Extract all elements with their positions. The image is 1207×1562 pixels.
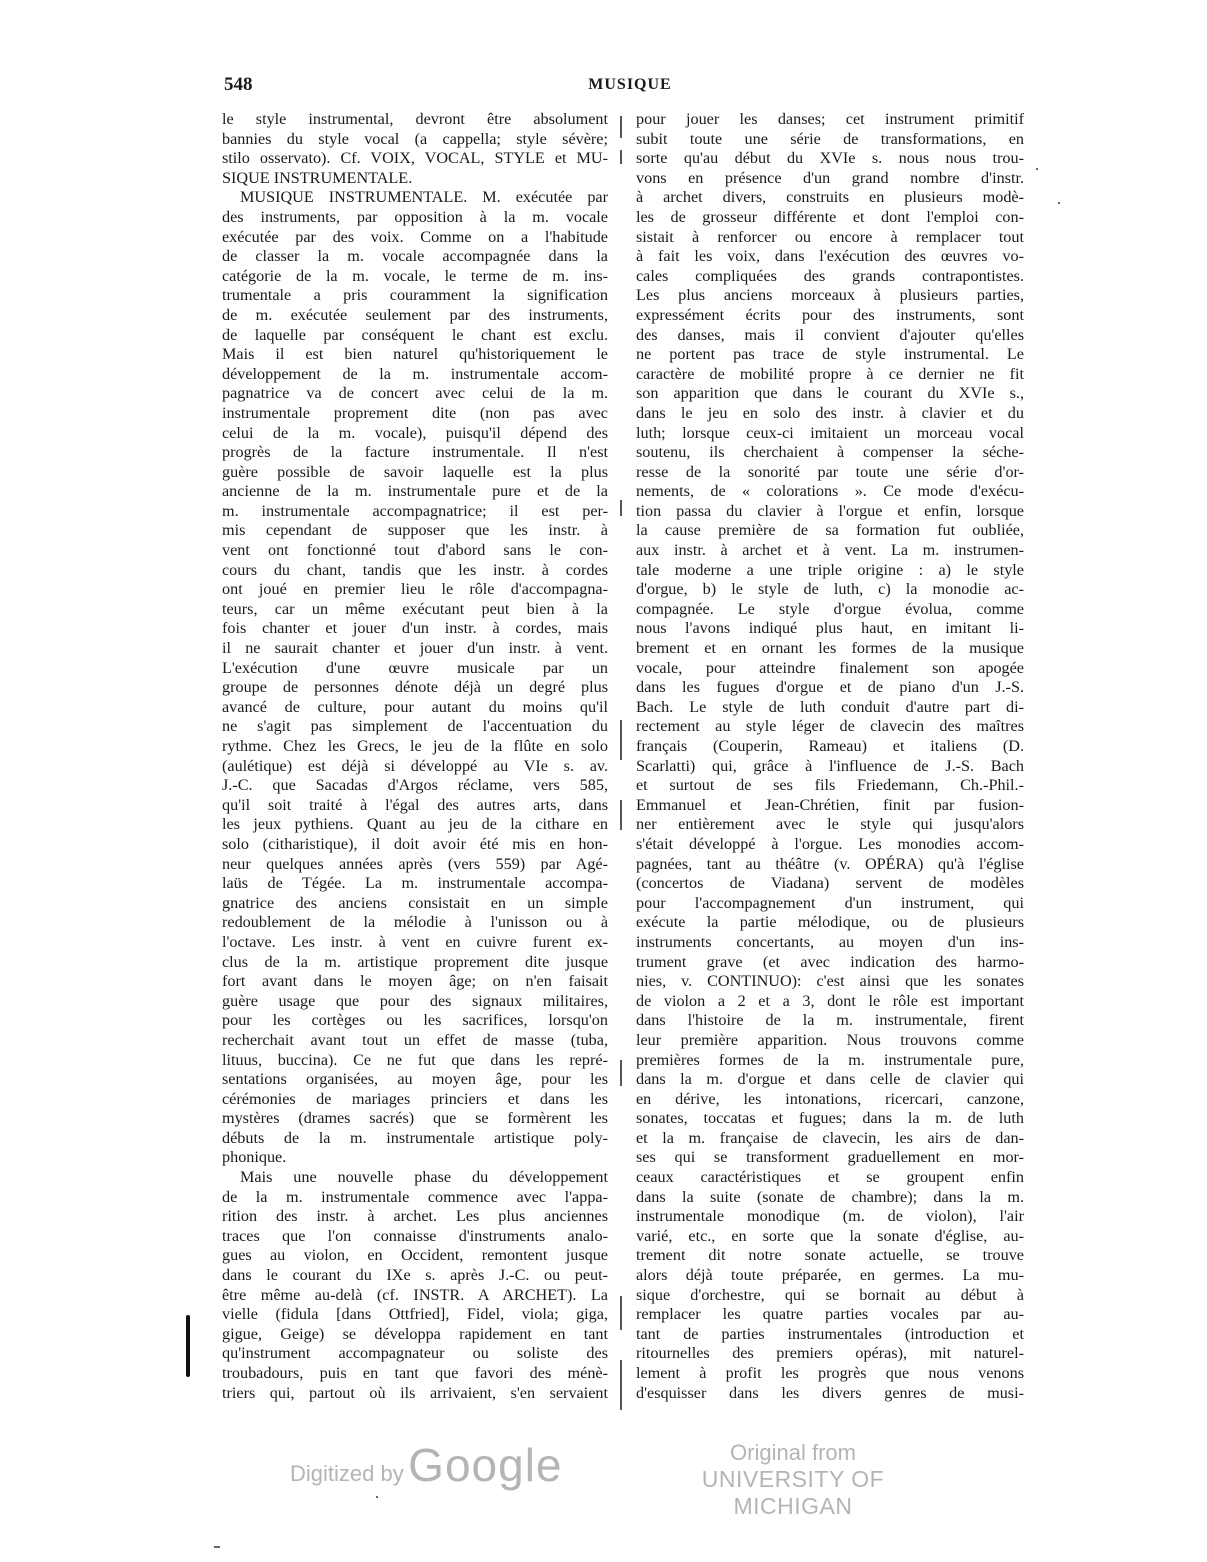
text-line: pour jouer les danses; cet instrument primitif [636,110,1024,128]
text-line: le style instrumental, devront être absolument [222,110,608,128]
text-line: soutenu, ils cherchaient à compenser la séche- [636,443,1024,462]
text-line: tant de parties instrumentales (introduction et [636,1324,1024,1343]
text-line: redoublement de la mélodie à l'unisson ou à [222,913,608,932]
text-line: recherchait avant tout un effet de masse (tuba, [222,1030,608,1049]
speck [1036,168,1038,170]
text-line: il ne saurait chanter et jouer d'un instr. à vent. [222,639,608,658]
text-line: ont joué en premier lieu le rôle d'accompagna- [222,580,608,599]
text-line: dans l'histoire de la m. instrumentale, firent [636,1011,1024,1030]
text-line: cales compliquées des grands contrapontistes. [636,266,1024,285]
margin-mark [186,1315,190,1377]
digitized-by-text: Digitized by [290,1461,404,1486]
column-gutter-rule [620,1360,622,1410]
text-line: mystères (drames sacrés) que se formèrent les [222,1109,608,1128]
text-line: fort avant dans le moyen âge; on n'en faisait [222,972,608,991]
text-line: pagnées, tant au théâtre (v. OPÉRA) qu'à l'église [636,854,1024,873]
text-line: et surtout de ses fils Friedemann, Ch.-Phil.- [636,776,1024,795]
text-line: dans les fugues d'orgue et de piano d'un J.-S. [636,678,1024,697]
footer-original [668,1440,918,1520]
text-line: sique d'orchestre, qui se bornait au début à [636,1285,1024,1304]
text-line: compagnée. Le style d'orgue évolua, comme [636,599,1024,618]
text-line: à fait les voix, dans l'exécution des œuvres vo- [636,247,1024,266]
speck [1058,202,1060,204]
text-line: bannies du style vocal (a cappella; style sévère; [222,129,608,148]
text-line: pour l'accompagnement d'un instrument, qui [636,893,1024,912]
text-line: L'exécution d'une œuvre musicale par un [222,658,608,677]
text-line: triers qui, partout où ils arrivaient, s'en servaient [222,1383,608,1402]
text-line: teurs, car un même exécutant peut bien à la [222,599,608,618]
text-line: subit toute une série de transformations, en [636,129,1024,148]
text-line: ses qui se transforment graduellement en mor- [636,1148,1024,1167]
text-line: nous l'avons indiqué plus haut, en imitant li- [636,619,1024,638]
text-line: guère usage que pour des signaux militaires, [222,991,608,1010]
text-line: Bach. Le style de luth conduit d'autre part di- [636,697,1024,716]
footer-digitized [290,1438,563,1492]
text-line: les jeux pythiens. Quant au jeu de la cithare en [222,815,608,834]
column-gutter-rule [620,720,622,760]
text-line: rectement au style léger de clavecin des maîtres [636,717,1024,736]
text-line: rythme. Chez les Grecs, le jeu de la flûte en solo [222,737,608,755]
text-line: et la m. française de clavecin, les airs de dan- [636,1128,1024,1147]
text-line: de violon a 2 et a 3, dont le rôle est important [636,991,1024,1010]
text-line: vent ont fonctionné tout d'abord sans le con- [222,541,608,560]
text-line: gnatrice des anciens consistait en un simple [222,893,608,912]
column-gutter-rule [620,116,622,138]
text-line: à archet divers, construits en plusieurs modè- [636,188,1024,207]
text-line: pour les cortèges ou les sacrifices, lorsqu'on [222,1011,608,1030]
text-line: clus de la m. artistique proprement dite jusque [222,952,608,971]
google-wordmark: Google [408,1439,563,1491]
text-line: ne s'agit pas simplement de l'accentuation du [222,717,608,736]
text-line: sonates, toccatas et fugues; dans la m. de luth [636,1109,1024,1128]
text-line: avancé de culture, pour autant du moins qu'il [222,697,608,716]
text-line: exécutée par des voix. Comme on a l'habitude [222,227,608,246]
text-line: varié, etc., en sorte que la sonate d'église, au- [636,1226,1024,1245]
text-line: (aulétique) est déjà si développé au VIe s. av. [222,756,608,775]
text-line: cérémonies de mariages princiers et dans les [222,1089,608,1108]
text-line: tale moderne a une triple origine : a) le style [636,560,1024,579]
original-from-text: Original from [730,1440,856,1465]
text-line: ceaux caractéristiques et se groupent enfin [636,1168,1024,1187]
text-line: débuts de la m. instrumentale artistique poly- [222,1128,608,1147]
text-line: la cause première de sa formation fut oubliée, [636,521,1024,540]
text-line: trument grave (et avec indication des harmo- [636,952,1024,971]
text-line: gues au violon, en Occident, remontent jusque [222,1246,608,1265]
text-line: dans le jeu en solo des instr. à clavier et du [636,403,1024,422]
text-line: d'orgue, b) le style de luth, c) la monodie ac- [636,580,1024,599]
text-line: pagnatrice va de concert avec celui de la m. [222,384,608,403]
text-line: ritournelles des premiers opéras), mit naturel- [636,1344,1024,1363]
text-line: tion passa du clavier à l'orgue et enfin, lorsque [636,501,1024,520]
text-line: Les plus anciens morceaux à plusieurs parties, [636,286,1024,305]
text-line: Mais il est bien naturel qu'historiquement le [222,345,608,364]
text-line: vocale, pour atteindre finalement son apogée [636,658,1024,677]
text-line: instruments concertants, au moyen d'un ins- [636,932,1024,951]
text-line: troubadours, puis en tant que favori des ménè- [222,1364,608,1382]
text-line: qu'instrument accompagnateur ou soliste des [222,1344,608,1363]
text-line: de m. exécutée seulement par des instruments, [222,305,608,324]
text-line: son apparition que dans le courant du XVIe s., [636,384,1024,403]
text-line: expressément écrits pour des instruments, sont [636,305,1024,324]
text-line: Mais une nouvelle phase du développement [240,1168,608,1187]
text-line: remplacer les quatre parties vocales par au- [636,1305,1024,1324]
text-line: stilo osservato). Cf. VOIX, VOCAL, STYLE et MU- [222,149,608,168]
text-line: SIQUE INSTRUMENTALE. [222,168,413,187]
text-line: de laquelle par conséquent le chant est exclu. [222,325,608,344]
text-line: nies, v. CONTINUO): c'est ainsi que les sonates [636,972,1024,991]
text-line: l'octave. Les instr. à vent en cuivre furent ex- [222,932,608,951]
column-gutter-rule [620,1060,622,1086]
text-line: vielle (fidula [dans Ottfried], Fidel, viola; giga, [222,1305,608,1324]
text-line: nements, de « colorations ». Ce mode d'exécu- [636,482,1024,501]
text-line: catégorie de la m. vocale, le terme de m. ins- [222,266,608,285]
text-line: rition des instr. à archet. Les plus anciennes [222,1207,608,1226]
column-gutter-rule [620,500,622,516]
text-line: être même au-delà (cf. INSTR. A ARCHET). La [222,1285,608,1304]
text-line: brement et en ornant les formes de la musique [636,639,1024,658]
text-line: français (Couperin, Rameau) et italiens (D. [636,737,1024,755]
left-column [222,110,608,1403]
text-line: phonique. [222,1148,287,1167]
speck [376,1496,378,1498]
text-line: dans la suite (sonate de chambre); dans la m. [636,1187,1024,1206]
text-line: sentations organisées, au moyen âge, pour les [222,1070,608,1089]
text-line: guère possible de savoir laquelle est la plus [222,462,608,481]
text-line: gigue, Geige) se développa rapidement en tant [222,1324,608,1343]
text-line: d'esquisser dans les divers genres de musi- [636,1383,1024,1402]
right-column [636,110,1024,1403]
text-line: vons en présence d'un grand nombre d'instr. [636,168,1024,187]
text-line: s'était développé à l'orgue. Les monodies accom- [636,834,1024,853]
text-line: développement de la m. instrumentale accom- [222,364,608,383]
text-line: laüs de Tégée. La m. instrumentale accompa- [222,874,608,893]
text-line: trement dit notre sonate actuelle, se trouve [636,1246,1024,1265]
text-line: en dérive, les intonations, ricercari, canzone, [636,1089,1024,1108]
text-line: Scarlatti) qui, grâce à l'influence de J.-S. Bach [636,756,1024,775]
text-line: instrumentale monodique (m. de violon), l'air [636,1207,1024,1226]
text-line: premières formes de la m. instrumentale pure, [636,1050,1024,1069]
text-line: dans la m. d'orgue et dans celle de clavier qui [636,1070,1024,1089]
speck [214,1546,220,1548]
text-line: sistait à renforcer ou encore à remplacer tout [636,227,1024,246]
text-line: ancienne de la m. instrumentale pure et de la [222,482,608,501]
text-line: lement à profit les progrès que nous venons [636,1364,1024,1382]
text-line: traces que l'on connaisse d'instruments analo- [222,1226,608,1245]
text-line: alors déjà toute préparée, en germes. La mu- [636,1266,1024,1285]
text-line: fois chanter et jouer d'un instr. à cordes, mais [222,619,608,638]
text-line: luth; lorsque ceux-ci imitaient un morceau vocal [636,423,1024,442]
text-line: des instruments, par opposition à la m. vocale [222,207,608,226]
text-line: exécute la partie mélodique, ou de plusieurs [636,913,1024,932]
text-line: neur quelques années après (vers 559) par Agé- [222,854,608,873]
text-line: m. instrumentale accompagnatrice; il est per- [222,501,608,520]
column-gutter-rule [620,1296,622,1330]
text-line: ne portent pas trace de style instrumental. Le [636,345,1024,364]
text-line: de classer la m. vocale accompagnée dans la [222,247,608,266]
text-line: resse de la sonorité par toute une série d'or- [636,462,1024,481]
text-line: cours du chant, tandis que les instr. à cordes [222,560,608,579]
text-line: de la m. instrumentale commence avec l'appa- [222,1187,608,1206]
text-line: des danses, mais il convient d'ajouter qu'elles [636,325,1024,344]
text-line: caractère de mobilité propre à ce dernier ne fit [636,364,1024,383]
text-line: groupe de personnes dénote déjà un degré plus [222,678,608,697]
text-line: celui de la m. vocale), puisqu'il dépend des [222,423,608,442]
text-line: Emmanuel et Jean-Chrétien, finit par fusion- [636,795,1024,814]
text-line: sorte qu'au début du XVIe s. nous nous trou- [636,149,1024,168]
text-line: J.-C. que Sacadas d'Argos réclame, vers 585, [222,776,608,795]
text-line: lituus, buccina). Ce ne fut que dans les repré- [222,1050,608,1069]
text-line: ner entièrement avec le style qui jusqu'alors [636,815,1024,834]
text-line: MUSIQUE INSTRUMENTALE. M. exécutée par [240,188,608,207]
running-head: MUSIQUE [588,76,672,93]
text-line: mis cependant de supposer que les instr. à [222,521,608,540]
column-gutter-rule [620,150,622,164]
text-line: (concertos de Viadana) servent de modèles [636,874,1024,893]
text-line: aux instr. à archet et à vent. La m. instrumen- [636,541,1024,560]
institution-text: UNIVERSITY OF MICHIGAN [701,1466,885,1519]
text-line: instrumentale proprement dite (non pas avec [222,403,608,422]
text-line: dans le courant du IXe s. après J.-C. ou peut- [222,1266,608,1285]
text-line: solo (citharistique), il doit avoir été mis en hon- [222,834,608,853]
text-line: trumentale a pris couramment la signification [222,286,608,305]
text-line: progrès de la facture instrumentale. Il n'est [222,443,608,462]
text-line: les de grosseur différente et dont l'emploi con- [636,207,1024,226]
text-line: qu'il soit traité à l'égal des autres arts, dans [222,795,608,814]
text-line: leur première apparition. Nous trouvons comme [636,1030,1024,1049]
page-number: 548 [224,74,253,95]
column-gutter-rule [620,800,622,830]
